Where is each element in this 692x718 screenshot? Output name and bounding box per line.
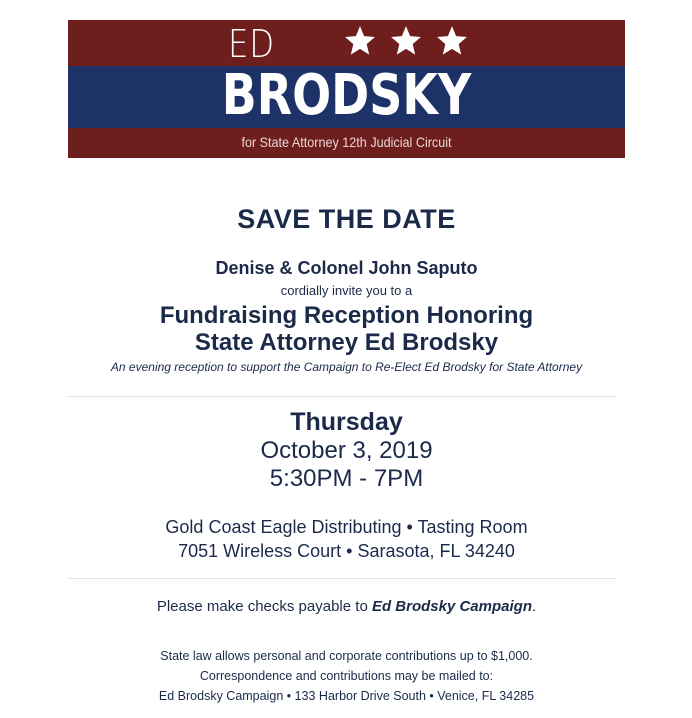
- divider-top: [68, 396, 617, 397]
- event-title: [68, 302, 625, 356]
- banner-tagline: for State Attorney 12th Judicial Circuit: [241, 134, 452, 150]
- legal-line-3: Ed Brodsky Campaign • 133 Harbor Drive South • Venice, FL 34285: [158, 689, 535, 703]
- event-day: Thursday: [290, 408, 403, 436]
- checks-payee: Ed Brodsky Campaign: [371, 598, 532, 615]
- event-title-line-2: State Attorney Ed Brodsky: [194, 329, 499, 356]
- event-time: 5:30PM - 7PM: [269, 465, 424, 492]
- save-the-date-heading: SAVE THE DATE: [237, 204, 456, 234]
- banner-last-name: BRODSKY: [221, 63, 472, 128]
- campaign-banner: [68, 20, 625, 158]
- legal-disclaimer: [68, 646, 625, 706]
- star-icon: [389, 24, 423, 58]
- venue-line-2: 7051 Wireless Court • Sarasota, FL 34240: [178, 541, 515, 561]
- event-date: October 3, 2019: [260, 437, 433, 464]
- hosts-line: Denise & Colonel John Saputo: [215, 258, 478, 278]
- star-icon: [435, 24, 469, 58]
- checks-payable-line: [68, 598, 625, 615]
- checks-suffix: .: [532, 598, 537, 615]
- venue-line-1: Gold Coast Eagle Distributing • Tasting Room: [165, 517, 528, 537]
- banner-stars: [343, 24, 469, 58]
- event-title-line-1: Fundraising Reception Honoring: [159, 302, 534, 329]
- legal-line-1: State law allows personal and corporate contributions up to $1,000.: [160, 649, 533, 663]
- event-subtitle: An evening reception to support the Campaign to Re-Elect Ed Brodsky for State Attorney: [110, 360, 583, 374]
- banner-first-name: ED: [228, 22, 275, 66]
- invite-line: cordially invite you to a: [280, 283, 413, 298]
- legal-line-2: Correspondence and contributions may be mailed to:: [199, 669, 494, 683]
- divider-bottom: [68, 578, 617, 579]
- checks-prefix: Please make checks payable to: [156, 598, 372, 615]
- venue-block: [68, 515, 625, 563]
- star-icon: [343, 24, 377, 58]
